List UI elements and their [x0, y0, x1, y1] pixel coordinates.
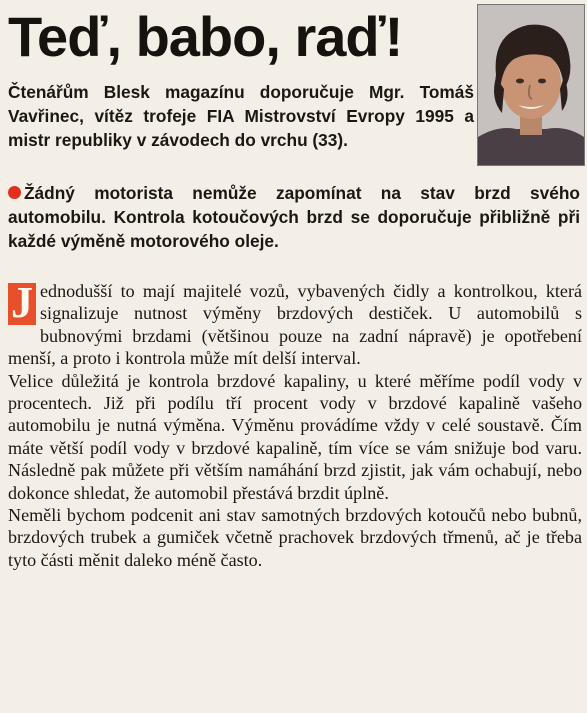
author-photo: [477, 4, 585, 166]
red-dot-icon: [8, 186, 21, 199]
drop-cap: J: [8, 283, 36, 325]
body-paragraph-2: Velice důležitá je kontrola brzdové kapaliny, u které měříme podíl vody v procentech. Již při podílu tří procent vody v brzdové kapalině vašeho automobilu je nutná výměna. Výměnu provádíme vždy v celé soustavě. Čím máte větší podíl vody v brzdové kapalině, tím více se vám snižuje bod varu. Následně pak můžete při větším namáhání brzd zjistit, jak vám ochabují, nebo dokonce shledat, že automobil přestává brzdit úplně.: [8, 370, 582, 503]
lead-paragraph: [8, 181, 580, 253]
body-text-1: ednodušší to mají majitelé vozů, vybavených čidly a kontrolkou, která signalizuje nutnost výměny brzdových destiček. U automobilů s bubnovými brzdami (většinou pouze na zadní nápravě) je opotřebení menší, a proto i kontrola může mít delší interval.: [8, 281, 582, 369]
article-body: [8, 280, 582, 571]
body-paragraph-3: Neměli bychom podcenit ani stav samotných brzdových kotoučů nebo bubnů, brzdových trubek a gumiček včetně prachovek brzdových třmenů, ač je třeba tyto části měnit daleko méně často.: [8, 505, 582, 570]
body-paragraph-1: [8, 280, 582, 370]
lead-text: Žádný motorista nemůže zapomínat na stav brzd svého automobilu. Kontrola kotoučových brzd se doporučuje přibližně při každé výměně motorového oleje.: [8, 183, 580, 251]
intro-paragraph: Čtenářům Blesk magazínu doporučuje Mgr. Tomáš Vavřinec, vítěz trofeje FIA Mistrovství Evropy 1995 a mistr republiky v závodech do vrchu (33).: [8, 82, 474, 150]
headline: Teď, babo, raď!: [8, 5, 403, 68]
